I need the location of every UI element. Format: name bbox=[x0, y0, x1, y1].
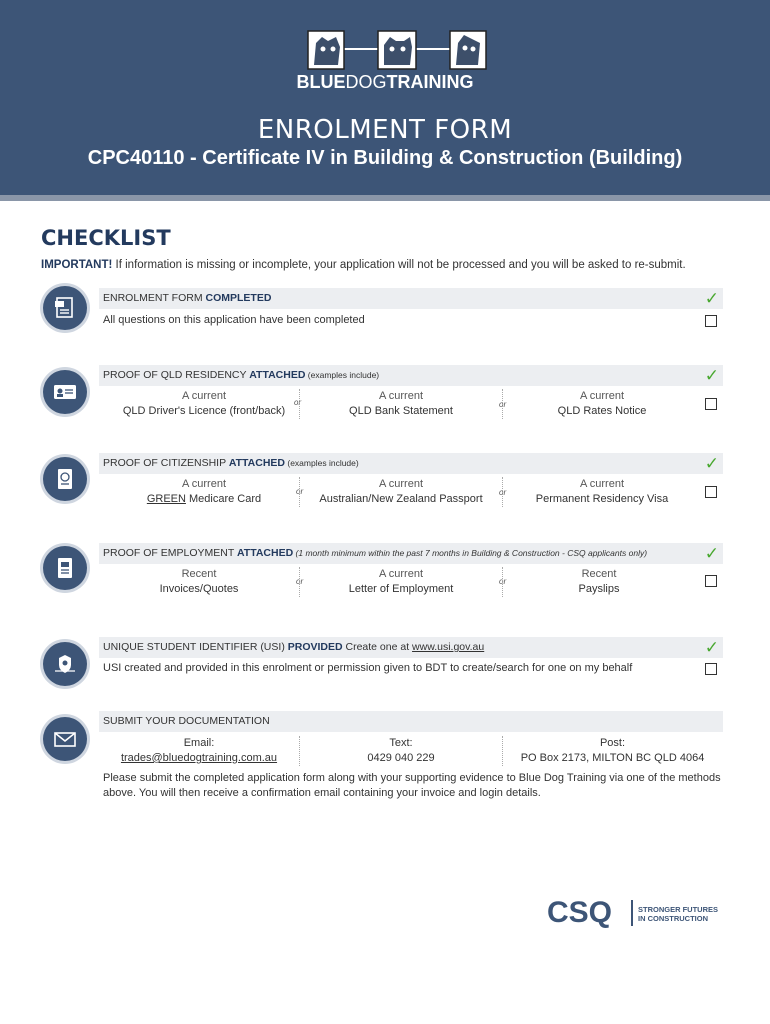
citizenship-label-bold: ATTACHED bbox=[228, 457, 286, 469]
usi-line: USI created and provided in this enrolment or permission given to BDT to create/search for one on my behalf bbox=[103, 662, 633, 674]
brand-dog: DOG bbox=[345, 72, 387, 92]
usi-checkbox[interactable] bbox=[705, 663, 717, 675]
government-crest-icon bbox=[43, 642, 87, 686]
important-text: If information is missing or incomplete, your application will not be processed and you will be asked to re-submit. bbox=[112, 259, 686, 271]
citizenship-option-1-top: A current bbox=[181, 478, 227, 490]
csq-logo bbox=[547, 896, 727, 932]
csq-tagline bbox=[638, 905, 718, 923]
brand-wordmark bbox=[0, 72, 770, 93]
employment-document-icon bbox=[43, 546, 87, 590]
employment-bar bbox=[99, 543, 723, 564]
citizenship-note: (examples include) bbox=[285, 458, 359, 468]
employment-option-3-bottom: Payslips bbox=[578, 583, 620, 595]
residency-option-3 bbox=[503, 389, 701, 419]
important-label: IMPORTANT! bbox=[41, 259, 113, 271]
header-rule bbox=[0, 195, 770, 201]
citizenship-option-2-bottom: Australian/New Zealand Passport bbox=[319, 493, 483, 505]
usi-tick-icon: ✓ bbox=[704, 638, 719, 657]
form-title: ENROLMENT FORM bbox=[257, 115, 513, 145]
citizenship-option-2 bbox=[302, 477, 500, 507]
checklist-heading: CHECKLIST bbox=[41, 226, 171, 250]
citizenship-option-1-bottom bbox=[105, 492, 303, 507]
citizenship-option-3-top: A current bbox=[579, 478, 625, 490]
submit-bar bbox=[99, 711, 723, 732]
submit-email-label: Email: bbox=[183, 737, 215, 749]
usi-link[interactable]: www.usi.gov.au bbox=[412, 641, 485, 653]
enrolment-bar bbox=[99, 288, 723, 309]
submit-text-label: Text: bbox=[389, 737, 413, 749]
residency-option-2-top: A current bbox=[378, 390, 424, 402]
employment-option-1 bbox=[100, 567, 298, 597]
usi-label-bold: PROVIDED bbox=[287, 641, 343, 653]
citizenship-option-2-top: A current bbox=[378, 478, 424, 490]
employment-option-2-bottom: Letter of Employment bbox=[348, 583, 454, 595]
citizenship-checkbox[interactable] bbox=[705, 486, 717, 498]
citizenship-option-3-bottom: Permanent Residency Visa bbox=[535, 493, 669, 505]
brand-blue: BLUE bbox=[296, 72, 346, 92]
divider bbox=[299, 389, 300, 419]
submit-post-address: PO Box 2173, MILTON BC QLD 4064 bbox=[520, 752, 705, 764]
passport-icon bbox=[43, 457, 87, 501]
submit-email-link[interactable]: trades@bluedogtraining.com.au bbox=[120, 752, 278, 764]
residency-option-1 bbox=[105, 389, 303, 419]
employment-tick-icon: ✓ bbox=[704, 544, 719, 563]
residency-option-1-bottom: QLD Driver's Licence (front/back) bbox=[122, 405, 286, 417]
residency-label: PROOF OF QLD RESIDENCY bbox=[103, 369, 250, 381]
residency-option-3-bottom: QLD Rates Notice bbox=[557, 405, 647, 417]
csq-divider bbox=[631, 900, 633, 926]
submit-label: SUBMIT YOUR DOCUMENTATION bbox=[103, 715, 270, 727]
residency-tick-icon: ✓ bbox=[704, 366, 719, 385]
course-title: CPC40110 - Certificate IV in Building & Construction (Building) bbox=[87, 147, 683, 169]
enrolment-label-bold: COMPLETED bbox=[205, 292, 272, 304]
id-card-icon bbox=[43, 370, 87, 414]
brand-training: TRAINING bbox=[386, 72, 474, 92]
enrolment-label: ENROLMENT FORM bbox=[103, 292, 206, 304]
submit-post bbox=[505, 736, 720, 766]
divider bbox=[299, 736, 300, 766]
employment-option-1-top: Recent bbox=[181, 568, 217, 580]
form-document-icon bbox=[43, 286, 87, 330]
employment-label-bold: ATTACHED bbox=[237, 547, 294, 559]
usi-label-tail: Create one at bbox=[342, 641, 413, 653]
employment-option-2 bbox=[302, 567, 500, 597]
enrolment-tick-icon: ✓ bbox=[704, 289, 719, 308]
envelope-icon bbox=[43, 717, 87, 761]
employment-label: PROOF OF EMPLOYMENT bbox=[103, 547, 237, 559]
or-text: or bbox=[499, 577, 507, 586]
employment-checkbox[interactable] bbox=[705, 575, 717, 587]
enrolment-checkbox[interactable] bbox=[705, 315, 717, 327]
csq-tagline-2: IN CONSTRUCTION bbox=[638, 914, 708, 923]
or-text: or bbox=[296, 487, 304, 496]
residency-option-2 bbox=[302, 389, 500, 419]
citizenship-option-1-underline: GREEN bbox=[146, 493, 186, 505]
submit-text-number: 0429 040 229 bbox=[367, 752, 435, 764]
or-text: or bbox=[499, 488, 507, 497]
usi-label: UNIQUE STUDENT IDENTIFIER (USI) bbox=[103, 641, 288, 653]
submit-post-label: Post: bbox=[599, 737, 626, 749]
or-text: or bbox=[296, 577, 304, 586]
residency-note: (examples include) bbox=[305, 370, 380, 380]
citizenship-option-3 bbox=[503, 477, 701, 507]
citizenship-tick-icon: ✓ bbox=[704, 454, 719, 473]
divider bbox=[299, 567, 300, 597]
employment-option-3-top: Recent bbox=[581, 568, 617, 580]
enrolment-line: All questions on this application have been completed bbox=[103, 314, 365, 326]
csq-wordmark: CSQ bbox=[547, 896, 613, 929]
residency-label-bold: ATTACHED bbox=[249, 369, 306, 381]
divider bbox=[299, 477, 300, 507]
divider bbox=[502, 736, 503, 766]
employment-note: (1 month minimum within the past 7 months in Building & Construction - CSQ applicants only) bbox=[293, 548, 648, 558]
submit-text bbox=[302, 736, 500, 766]
employment-option-1-bottom: Invoices/Quotes bbox=[159, 583, 239, 595]
header-banner bbox=[0, 0, 770, 201]
usi-bar bbox=[99, 637, 723, 658]
or-text: or bbox=[294, 398, 302, 407]
residency-option-2-bottom: QLD Bank Statement bbox=[349, 405, 453, 417]
residency-checkbox[interactable] bbox=[705, 398, 717, 410]
citizenship-option-1 bbox=[105, 477, 303, 507]
employment-option-2-top: A current bbox=[378, 568, 424, 580]
citizenship-bar bbox=[99, 453, 723, 474]
csq-tagline-1: STRONGER FUTURES bbox=[638, 905, 719, 914]
residency-option-3-top: A current bbox=[579, 390, 625, 402]
submit-email bbox=[100, 736, 298, 766]
residency-option-1-top: A current bbox=[181, 390, 227, 402]
citizenship-option-1-rest: Medicare Card bbox=[185, 493, 262, 505]
employment-option-3 bbox=[500, 567, 698, 597]
submit-paragraph: Please submit the completed application form along with your supporting evidence to Blue Dog Training via one of the methods above. You will then receive a confirmation email containing your invoice and login details. bbox=[103, 772, 721, 799]
important-notice bbox=[41, 259, 686, 271]
citizenship-label: PROOF OF CITIZENSHIP bbox=[103, 457, 229, 469]
or-text: or bbox=[499, 400, 507, 409]
residency-bar bbox=[99, 365, 723, 386]
